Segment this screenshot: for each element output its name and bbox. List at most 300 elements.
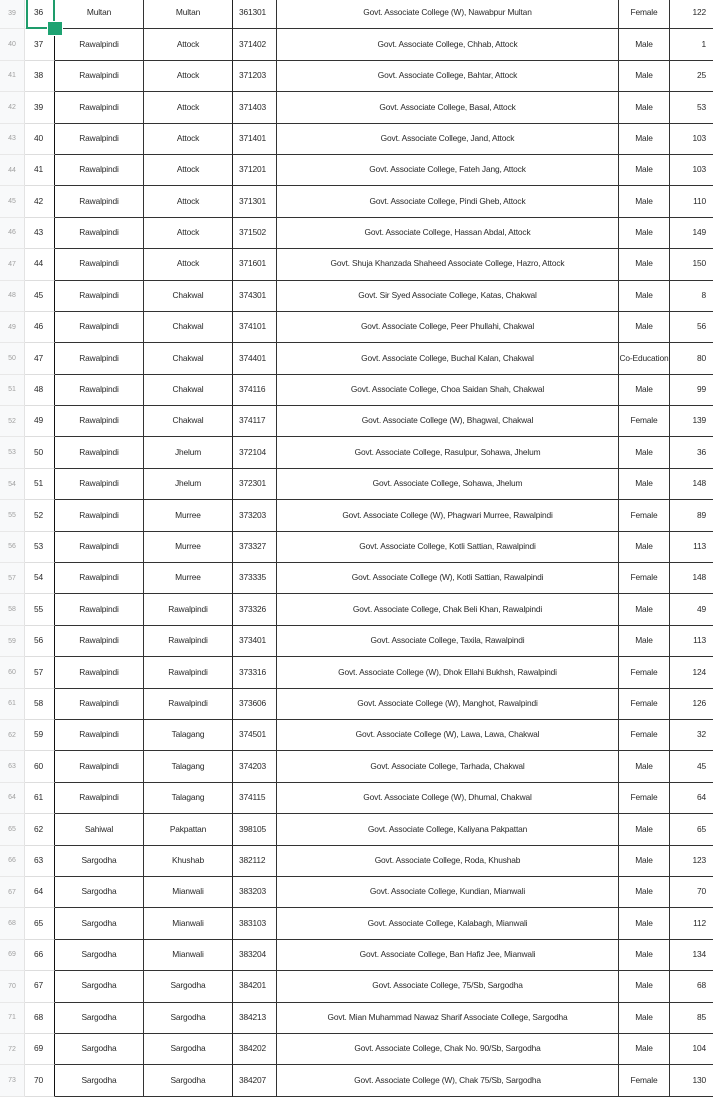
table-row (0, 1003, 706, 1034)
cell-seats[interactable]: 49 (670, 594, 713, 625)
cell-serial-number[interactable]: 70 (25, 1065, 55, 1096)
cell-serial-number[interactable]: 36 (25, 0, 55, 29)
cell-division[interactable]: Sargodha (55, 846, 144, 877)
cell-college-name[interactable]: Govt. Associate College, Pindi Gheb, Attock (277, 186, 619, 217)
cell-gender[interactable]: Female (619, 0, 670, 29)
cell-seats[interactable]: 110 (670, 186, 713, 217)
cell-gender[interactable]: Male (619, 908, 670, 939)
cell-gender[interactable]: Male (619, 877, 670, 908)
row-header[interactable]: 48 (0, 281, 25, 312)
cell-district[interactable]: Sargodha (144, 1034, 233, 1065)
row-header[interactable]: 53 (0, 437, 25, 468)
cell-college-code[interactable]: 383204 (233, 940, 277, 971)
row-header[interactable]: 66 (0, 846, 25, 877)
table-row (0, 594, 706, 625)
cell-seats[interactable]: 36 (670, 437, 713, 468)
cell-serial-number[interactable]: 61 (25, 783, 55, 814)
cell-division[interactable]: Rawalpindi (55, 689, 144, 720)
row-header[interactable]: 46 (0, 218, 25, 249)
cell-seats[interactable]: 56 (670, 312, 713, 343)
cell-college-code[interactable]: 374401 (233, 343, 277, 374)
cell-serial-number[interactable]: 37 (25, 29, 55, 60)
cell-serial-number[interactable]: 67 (25, 971, 55, 1002)
cell-district[interactable]: Sargodha (144, 1065, 233, 1096)
cell-serial-number[interactable]: 66 (25, 940, 55, 971)
cell-college-name[interactable]: Govt. Shuja Khanzada Shaheed Associate College, Hazro, Attock (277, 249, 619, 280)
cell-district[interactable]: Chakwal (144, 281, 233, 312)
cell-seats[interactable]: 32 (670, 720, 713, 751)
cell-college-name[interactable]: Govt. Sir Syed Associate College, Katas, Chakwal (277, 281, 619, 312)
row-header[interactable]: 68 (0, 908, 25, 939)
cell-college-name[interactable]: Govt. Associate College, Kaliyana Pakpattan (277, 814, 619, 845)
cell-division[interactable]: Rawalpindi (55, 375, 144, 406)
cell-serial-number[interactable]: 63 (25, 846, 55, 877)
cell-seats[interactable]: 1 (670, 29, 713, 60)
cell-college-name[interactable]: Govt. Associate College, Sohawa, Jhelum (277, 469, 619, 500)
cell-seats[interactable]: 122 (670, 0, 713, 29)
cell-district[interactable]: Attock (144, 29, 233, 60)
cell-seats[interactable]: 68 (670, 971, 713, 1002)
table-row (0, 971, 706, 1002)
cell-college-name[interactable]: Govt. Associate College (W), Phagwari Murree, Rawalpindi (277, 500, 619, 531)
cell-district[interactable]: Sargodha (144, 971, 233, 1002)
table-row (0, 720, 706, 751)
row-header[interactable]: 57 (0, 563, 25, 594)
cell-gender[interactable]: Male (619, 437, 670, 468)
cell-college-name[interactable]: Govt. Associate College, Kalabagh, Mianwali (277, 908, 619, 939)
cell-gender[interactable]: Female (619, 500, 670, 531)
cell-division[interactable]: Rawalpindi (55, 124, 144, 155)
cell-serial-number[interactable]: 45 (25, 281, 55, 312)
cell-division[interactable]: Rawalpindi (55, 626, 144, 657)
cell-college-name[interactable]: Govt. Associate College (W), Lawa, Lawa, Chakwal (277, 720, 619, 751)
cell-seats[interactable]: 134 (670, 940, 713, 971)
cell-district[interactable]: Chakwal (144, 406, 233, 437)
cell-gender[interactable]: Male (619, 61, 670, 92)
cell-district[interactable]: Mianwali (144, 940, 233, 971)
row-header[interactable]: 55 (0, 500, 25, 531)
cell-gender[interactable]: Male (619, 971, 670, 1002)
cell-college-code[interactable]: 371201 (233, 155, 277, 186)
table-row (0, 1065, 706, 1096)
cell-district[interactable]: Attock (144, 249, 233, 280)
cell-college-name[interactable]: Govt. Associate College, Fateh Jang, Attock (277, 155, 619, 186)
cell-college-name[interactable]: Govt. Associate College, Chak No. 90/Sb, Sargodha (277, 1034, 619, 1065)
cell-seats[interactable]: 45 (670, 751, 713, 782)
cell-serial-number[interactable]: 57 (25, 657, 55, 688)
cell-district[interactable]: Rawalpindi (144, 689, 233, 720)
cell-district[interactable]: Jhelum (144, 469, 233, 500)
cell-division[interactable]: Rawalpindi (55, 783, 144, 814)
cell-division[interactable]: Sargodha (55, 908, 144, 939)
row-header[interactable]: 51 (0, 375, 25, 406)
cell-gender[interactable]: Male (619, 751, 670, 782)
cell-college-code[interactable]: 373401 (233, 626, 277, 657)
row-header[interactable]: 58 (0, 594, 25, 625)
cell-college-name[interactable]: Govt. Associate College, Tarhada, Chakwal (277, 751, 619, 782)
cell-college-code[interactable]: 371301 (233, 186, 277, 217)
cell-serial-number[interactable]: 60 (25, 751, 55, 782)
row-header[interactable]: 50 (0, 343, 25, 374)
cell-division[interactable]: Rawalpindi (55, 92, 144, 123)
cell-college-code[interactable]: 371402 (233, 29, 277, 60)
cell-division[interactable]: Sargodha (55, 1003, 144, 1034)
cell-division[interactable]: Sargodha (55, 1034, 144, 1065)
row-header[interactable]: 69 (0, 940, 25, 971)
table-row (0, 218, 706, 249)
row-header[interactable]: 61 (0, 689, 25, 720)
cell-seats[interactable]: 148 (670, 469, 713, 500)
cell-college-code[interactable]: 373203 (233, 500, 277, 531)
cell-college-code[interactable]: 398105 (233, 814, 277, 845)
cell-district[interactable]: Talagang (144, 751, 233, 782)
cell-division[interactable]: Sargodha (55, 877, 144, 908)
table-row (0, 92, 706, 123)
table-row (0, 689, 706, 720)
table-row (0, 343, 706, 374)
cell-division[interactable]: Rawalpindi (55, 312, 144, 343)
cell-gender[interactable]: Male (619, 469, 670, 500)
cell-gender[interactable]: Female (619, 689, 670, 720)
cell-seats[interactable]: 139 (670, 406, 713, 437)
cell-serial-number[interactable]: 52 (25, 500, 55, 531)
cell-district[interactable]: Khushab (144, 846, 233, 877)
cell-college-code[interactable]: 371203 (233, 61, 277, 92)
cell-serial-number[interactable]: 44 (25, 249, 55, 280)
cell-college-code[interactable]: 374101 (233, 312, 277, 343)
cell-college-code[interactable]: 371502 (233, 218, 277, 249)
cell-college-name[interactable]: Govt. Associate College (W), Manghot, Rawalpindi (277, 689, 619, 720)
cell-gender[interactable]: Male (619, 626, 670, 657)
cell-college-code[interactable]: 384207 (233, 1065, 277, 1096)
row-header[interactable]: 39 (0, 0, 25, 29)
cell-seats[interactable]: 148 (670, 563, 713, 594)
cell-college-name[interactable]: Govt. Associate College (W), Dhok Ellahi Bukhsh, Rawalpindi (277, 657, 619, 688)
cell-seats[interactable]: 85 (670, 1003, 713, 1034)
cell-serial-number[interactable]: 65 (25, 908, 55, 939)
cell-seats[interactable]: 99 (670, 375, 713, 406)
table-row (0, 186, 706, 217)
cell-college-name[interactable]: Govt. Associate College, Buchal Kalan, Chakwal (277, 343, 619, 374)
cell-division[interactable]: Rawalpindi (55, 343, 144, 374)
cell-gender[interactable]: Male (619, 1003, 670, 1034)
cell-district[interactable]: Rawalpindi (144, 626, 233, 657)
cell-district[interactable]: Attock (144, 218, 233, 249)
cell-college-code[interactable]: 384213 (233, 1003, 277, 1034)
cell-college-name[interactable]: Govt. Associate College, Hassan Abdal, Attock (277, 218, 619, 249)
cell-gender[interactable]: Male (619, 846, 670, 877)
cell-division[interactable]: Rawalpindi (55, 751, 144, 782)
cell-serial-number[interactable]: 58 (25, 689, 55, 720)
cell-district[interactable]: Chakwal (144, 312, 233, 343)
row-header[interactable]: 71 (0, 1003, 25, 1034)
row-header[interactable]: 45 (0, 186, 25, 217)
table-row (0, 940, 706, 971)
cell-seats[interactable]: 65 (670, 814, 713, 845)
cell-division[interactable]: Rawalpindi (55, 532, 144, 563)
row-header[interactable]: 44 (0, 155, 25, 186)
cell-gender[interactable]: Male (619, 281, 670, 312)
cell-college-code[interactable]: 384202 (233, 1034, 277, 1065)
cell-serial-number[interactable]: 39 (25, 92, 55, 123)
selection-fill-handle[interactable] (47, 21, 63, 36)
cell-college-name[interactable]: Govt. Associate College, Bahtar, Attock (277, 61, 619, 92)
cell-seats[interactable]: 112 (670, 908, 713, 939)
cell-division[interactable]: Rawalpindi (55, 249, 144, 280)
cell-gender[interactable]: Male (619, 532, 670, 563)
cell-serial-number[interactable]: 41 (25, 155, 55, 186)
cell-gender[interactable]: Male (619, 1034, 670, 1065)
cell-serial-number[interactable]: 43 (25, 218, 55, 249)
row-header[interactable]: 49 (0, 312, 25, 343)
cell-college-code[interactable]: 374115 (233, 783, 277, 814)
cell-gender[interactable]: Male (619, 124, 670, 155)
cell-division[interactable]: Rawalpindi (55, 406, 144, 437)
cell-serial-number[interactable]: 59 (25, 720, 55, 751)
cell-college-name[interactable]: Govt. Associate College, Peer Phullahi, Chakwal (277, 312, 619, 343)
cell-district[interactable]: Pakpattan (144, 814, 233, 845)
cell-college-code[interactable]: 371401 (233, 124, 277, 155)
cell-gender[interactable]: Male (619, 186, 670, 217)
cell-division[interactable]: Rawalpindi (55, 281, 144, 312)
cell-college-code[interactable]: 382112 (233, 846, 277, 877)
cell-district[interactable]: Attock (144, 186, 233, 217)
cell-college-code[interactable]: 373335 (233, 563, 277, 594)
cell-seats[interactable]: 130 (670, 1065, 713, 1096)
table-row (0, 312, 706, 343)
cell-district[interactable]: Sargodha (144, 1003, 233, 1034)
cell-serial-number[interactable]: 51 (25, 469, 55, 500)
cell-seats[interactable]: 25 (670, 61, 713, 92)
cell-college-name[interactable]: Govt. Associate College (W), Kotli Sattian, Rawalpindi (277, 563, 619, 594)
table-row (0, 437, 706, 468)
cell-college-name[interactable]: Govt. Associate College, Basal, Attock (277, 92, 619, 123)
cell-district[interactable]: Murree (144, 500, 233, 531)
cell-college-code[interactable]: 374501 (233, 720, 277, 751)
cell-college-code[interactable]: 372104 (233, 437, 277, 468)
cell-serial-number[interactable]: 69 (25, 1034, 55, 1065)
cell-college-name[interactable]: Govt. Associate College, Rasulpur, Sohawa, Jhelum (277, 437, 619, 468)
cell-gender[interactable]: Female (619, 1065, 670, 1096)
cell-gender[interactable]: Male (619, 940, 670, 971)
cell-serial-number[interactable]: 47 (25, 343, 55, 374)
cell-district[interactable]: Attock (144, 61, 233, 92)
cell-division[interactable]: Sargodha (55, 940, 144, 971)
cell-serial-number[interactable]: 62 (25, 814, 55, 845)
cell-division[interactable]: Rawalpindi (55, 437, 144, 468)
cell-college-code[interactable]: 374116 (233, 375, 277, 406)
cell-serial-number[interactable]: 40 (25, 124, 55, 155)
row-header[interactable]: 73 (0, 1065, 25, 1096)
cell-division[interactable]: Rawalpindi (55, 29, 144, 60)
cell-district[interactable]: Attock (144, 92, 233, 123)
cell-serial-number[interactable]: 50 (25, 437, 55, 468)
cell-division[interactable]: Rawalpindi (55, 186, 144, 217)
row-header[interactable]: 52 (0, 406, 25, 437)
cell-seats[interactable]: 126 (670, 689, 713, 720)
cell-serial-number[interactable]: 46 (25, 312, 55, 343)
cell-seats[interactable]: 113 (670, 626, 713, 657)
row-header[interactable]: 59 (0, 626, 25, 657)
cell-gender[interactable]: Male (619, 29, 670, 60)
table-row (0, 751, 706, 782)
cell-division[interactable]: Rawalpindi (55, 563, 144, 594)
cell-college-code[interactable]: 373326 (233, 594, 277, 625)
cell-seats[interactable]: 149 (670, 218, 713, 249)
cell-college-code[interactable]: 374301 (233, 281, 277, 312)
cell-division[interactable]: Rawalpindi (55, 657, 144, 688)
cell-gender[interactable]: Female (619, 406, 670, 437)
cell-gender[interactable]: Male (619, 814, 670, 845)
cell-college-code[interactable]: 384201 (233, 971, 277, 1002)
cell-serial-number[interactable]: 64 (25, 877, 55, 908)
cell-serial-number[interactable]: 53 (25, 532, 55, 563)
cell-seats[interactable]: 8 (670, 281, 713, 312)
cell-college-name[interactable]: Govt. Associate College, Taxila, Rawalpindi (277, 626, 619, 657)
cell-division[interactable]: Multan (55, 0, 144, 29)
cell-college-name[interactable]: Govt. Associate College (W), Dhumal, Chakwal (277, 783, 619, 814)
cell-seats[interactable]: 123 (670, 846, 713, 877)
cell-division[interactable]: Rawalpindi (55, 720, 144, 751)
cell-district[interactable]: Rawalpindi (144, 657, 233, 688)
cell-district[interactable]: Mianwali (144, 908, 233, 939)
row-header[interactable]: 47 (0, 249, 25, 280)
row-header[interactable]: 60 (0, 657, 25, 688)
row-header[interactable]: 63 (0, 751, 25, 782)
cell-serial-number[interactable]: 49 (25, 406, 55, 437)
cell-division[interactable]: Rawalpindi (55, 500, 144, 531)
row-header[interactable]: 41 (0, 61, 25, 92)
cell-district[interactable]: Talagang (144, 720, 233, 751)
cell-gender[interactable]: Female (619, 720, 670, 751)
cell-gender[interactable]: Male (619, 594, 670, 625)
cell-gender[interactable]: Female (619, 563, 670, 594)
cell-college-code[interactable]: 373327 (233, 532, 277, 563)
cell-district[interactable]: Attock (144, 155, 233, 186)
cell-seats[interactable]: 150 (670, 249, 713, 280)
cell-district[interactable]: Murree (144, 532, 233, 563)
cell-seats[interactable]: 103 (670, 124, 713, 155)
cell-division[interactable]: Rawalpindi (55, 594, 144, 625)
cell-division[interactable]: Rawalpindi (55, 155, 144, 186)
cell-division[interactable]: Sargodha (55, 971, 144, 1002)
cell-division[interactable]: Sahiwal (55, 814, 144, 845)
cell-district[interactable]: Mianwali (144, 877, 233, 908)
cell-gender[interactable]: Male (619, 218, 670, 249)
cell-college-code[interactable]: 371403 (233, 92, 277, 123)
cell-seats[interactable]: 113 (670, 532, 713, 563)
cell-division[interactable]: Rawalpindi (55, 469, 144, 500)
row-header[interactable]: 40 (0, 29, 25, 60)
cell-college-name[interactable]: Govt. Associate College, Chhab, Attock (277, 29, 619, 60)
cell-college-name[interactable]: Govt. Associate College (W), Bhagwal, Chakwal (277, 406, 619, 437)
row-header[interactable]: 65 (0, 814, 25, 845)
cell-seats[interactable]: 70 (670, 877, 713, 908)
cell-gender[interactable]: Male (619, 312, 670, 343)
cell-gender[interactable]: Male (619, 92, 670, 123)
table-row (0, 155, 706, 186)
row-header[interactable]: 72 (0, 1034, 25, 1065)
cell-gender[interactable]: Male (619, 155, 670, 186)
table-row (0, 249, 706, 280)
cell-serial-number[interactable]: 56 (25, 626, 55, 657)
cell-college-name[interactable]: Govt. Associate College (W), Chak 75/Sb, Sargodha (277, 1065, 619, 1096)
cell-college-code[interactable]: 383203 (233, 877, 277, 908)
row-header[interactable]: 42 (0, 92, 25, 123)
table-row (0, 1034, 706, 1065)
cell-seats[interactable]: 53 (670, 92, 713, 123)
cell-district[interactable]: Chakwal (144, 343, 233, 374)
cell-gender[interactable]: Female (619, 783, 670, 814)
row-header[interactable]: 64 (0, 783, 25, 814)
row-header[interactable]: 67 (0, 877, 25, 908)
cell-college-code[interactable]: 383103 (233, 908, 277, 939)
cell-college-code[interactable]: 361301 (233, 0, 277, 29)
cell-division[interactable]: Rawalpindi (55, 61, 144, 92)
cell-seats[interactable]: 103 (670, 155, 713, 186)
cell-college-code[interactable]: 371601 (233, 249, 277, 280)
cell-college-code[interactable]: 372301 (233, 469, 277, 500)
cell-serial-number[interactable]: 68 (25, 1003, 55, 1034)
cell-gender[interactable]: Male (619, 249, 670, 280)
cell-district[interactable]: Multan (144, 0, 233, 29)
cell-college-code[interactable]: 374117 (233, 406, 277, 437)
cell-division[interactable]: Sargodha (55, 1065, 144, 1096)
cell-college-code[interactable]: 373316 (233, 657, 277, 688)
cell-serial-number[interactable]: 55 (25, 594, 55, 625)
cell-gender[interactable]: Female (619, 657, 670, 688)
cell-seats[interactable]: 89 (670, 500, 713, 531)
cell-gender[interactable]: Male (619, 375, 670, 406)
cell-college-name[interactable]: Govt. Associate College, Kotli Sattian, Rawalpindi (277, 532, 619, 563)
row-header[interactable]: 70 (0, 971, 25, 1002)
cell-district[interactable]: Attock (144, 124, 233, 155)
cell-district[interactable]: Talagang (144, 783, 233, 814)
cell-serial-number[interactable]: 38 (25, 61, 55, 92)
row-header[interactable]: 56 (0, 532, 25, 563)
cell-college-name[interactable]: Govt. Associate College, Roda, Khushab (277, 846, 619, 877)
cell-serial-number[interactable]: 42 (25, 186, 55, 217)
cell-seats[interactable]: 124 (670, 657, 713, 688)
cell-district[interactable]: Murree (144, 563, 233, 594)
cell-college-name[interactable]: Govt. Associate College, Choa Saidan Shah, Chakwal (277, 375, 619, 406)
cell-college-name[interactable]: Govt. Associate College, Jand, Attock (277, 124, 619, 155)
cell-college-name[interactable]: Govt. Associate College, Kundian, Mianwali (277, 877, 619, 908)
row-header[interactable]: 43 (0, 124, 25, 155)
table-row (0, 626, 706, 657)
cell-serial-number[interactable]: 54 (25, 563, 55, 594)
cell-division[interactable]: Rawalpindi (55, 218, 144, 249)
cell-college-name[interactable]: Govt. Associate College (W), Nawabpur Multan (277, 0, 619, 29)
cell-seats[interactable]: 80 (670, 343, 713, 374)
cell-district[interactable]: Chakwal (144, 375, 233, 406)
row-header[interactable]: 62 (0, 720, 25, 751)
cell-gender[interactable]: Co-Education (619, 343, 670, 374)
cell-college-name[interactable]: Govt. Mian Muhammad Nawaz Sharif Associate College, Sargodha (277, 1003, 619, 1034)
cell-college-name[interactable]: Govt. Associate College, Chak Beli Khan, Rawalpindi (277, 594, 619, 625)
cell-seats[interactable]: 64 (670, 783, 713, 814)
row-header[interactable]: 54 (0, 469, 25, 500)
cell-college-code[interactable]: 373606 (233, 689, 277, 720)
cell-serial-number[interactable]: 48 (25, 375, 55, 406)
table-row (0, 469, 706, 500)
cell-seats[interactable]: 104 (670, 1034, 713, 1065)
cell-district[interactable]: Jhelum (144, 437, 233, 468)
cell-district[interactable]: Rawalpindi (144, 594, 233, 625)
cell-college-name[interactable]: Govt. Associate College, 75/Sb, Sargodha (277, 971, 619, 1002)
cell-college-name[interactable]: Govt. Associate College, Ban Hafiz Jee, Mianwali (277, 940, 619, 971)
cell-college-code[interactable]: 374203 (233, 751, 277, 782)
